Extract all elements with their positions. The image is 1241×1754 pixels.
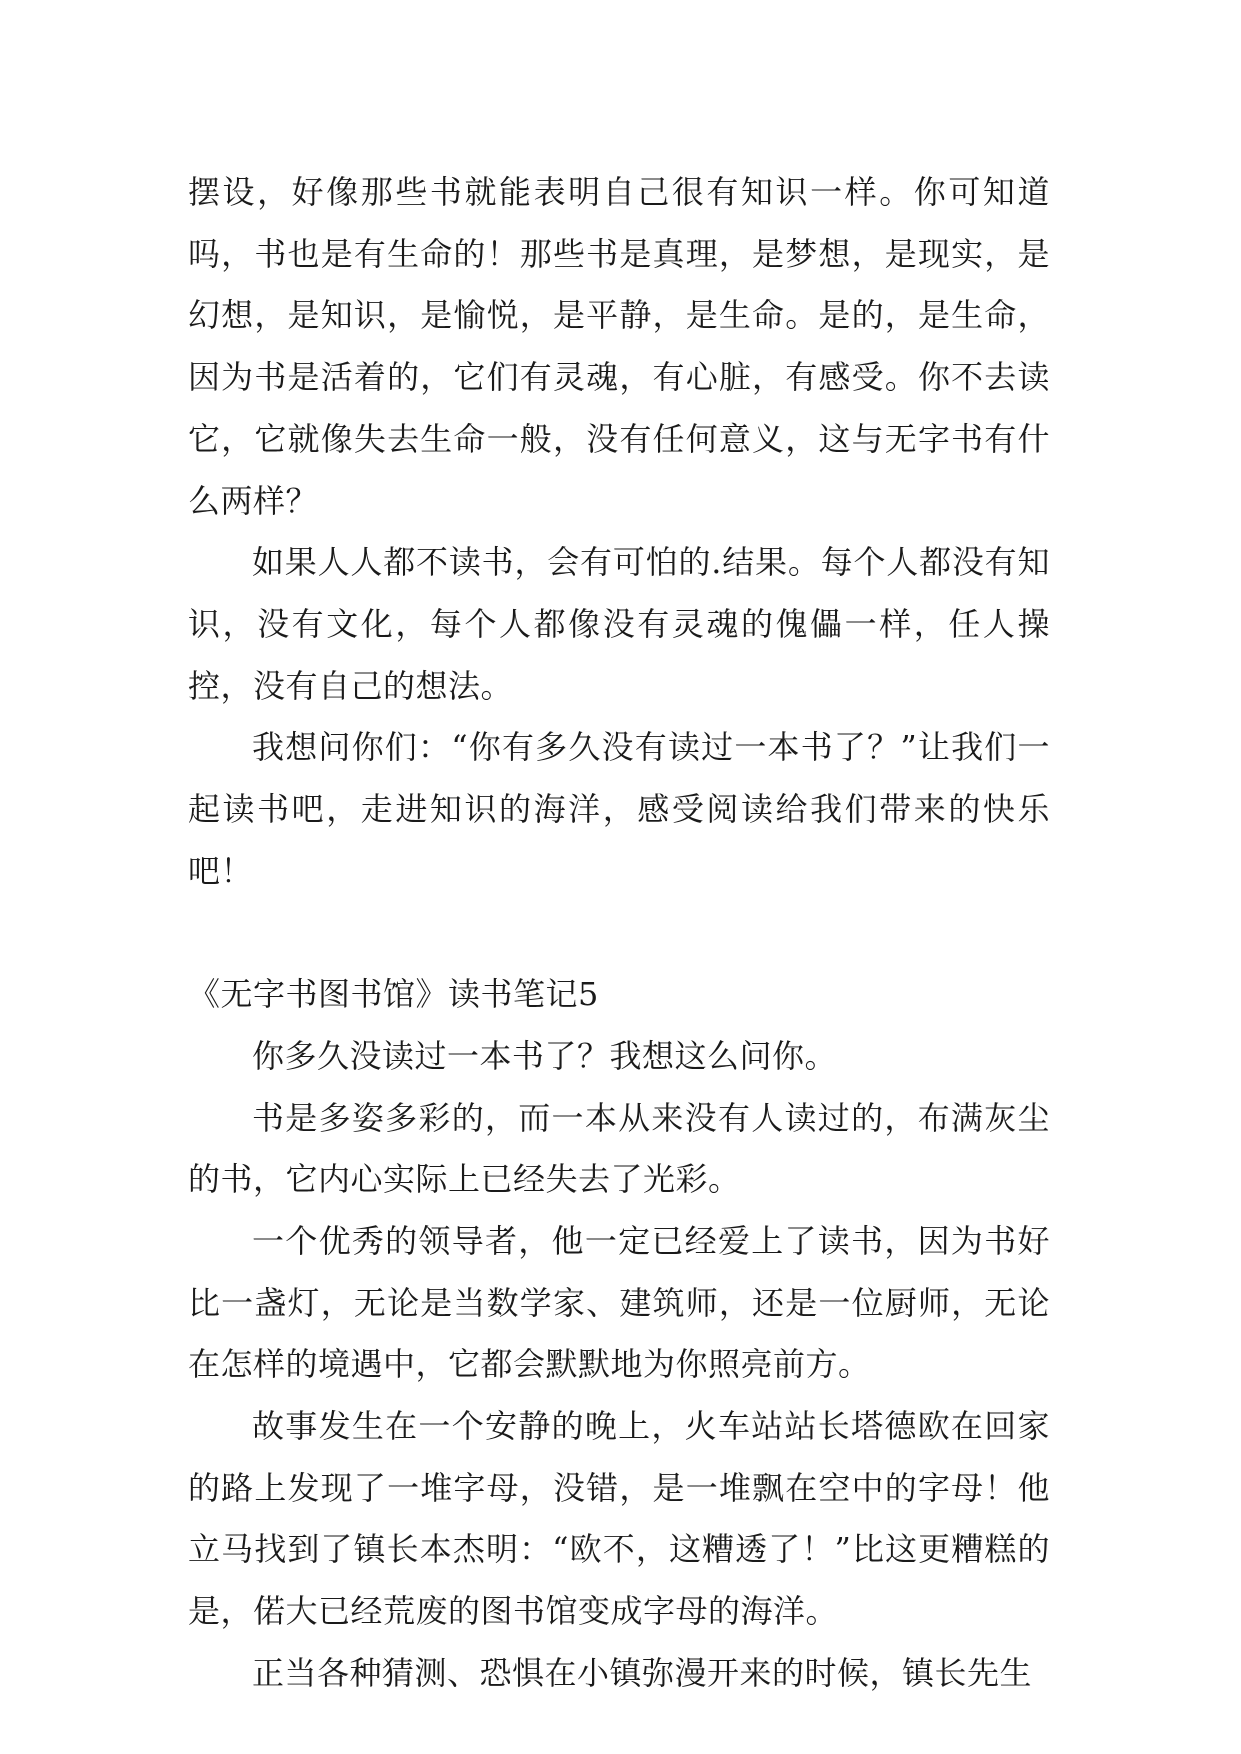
- section-spacer: [188, 902, 1050, 964]
- continuation-paragraph-1: 摆设，好像那些书就能表明自己很有知识一样。你可知道吗，书也是有生命的！那些书是真理，是梦想，是现实，是幻想，是知识，是愉悦，是平静，是生命。是的，是生命，因为书是活着的，它们有灵魂，有心脏，有感受。你不去读它，它就像失去生命一般，没有任何意义，这与无字书有什么两样？: [188, 173, 1050, 520]
- section-paragraph-1: 你多久没读过一本书了？我想这么问你。: [252, 1036, 838, 1075]
- section-paragraph-3: 一个优秀的领导者，他一定已经爱上了读书，因为书好比一盏灯，无论是当数学家、建筑师，还是一位厨师，无论在怎样的境遇中，它都会默默地为你照亮前方。: [188, 1221, 1050, 1384]
- section-paragraph-4: 故事发生在一个安静的晚上，火车站站长塔德欧在回家的路上发现了一堆字母，没错，是一堆飘在空中的字母！他立马找到了镇长本杰明：“欧不，这糟透了！”比这更糟糕的是，偌大已经荒废的图书馆变成字母的海洋。: [188, 1407, 1050, 1631]
- document-body: [188, 162, 1050, 1705]
- continuation-paragraph-2: 如果人人都不读书，会有可怕的.结果。每个人都没有知识，没有文化，每个人都像没有灵魂的傀儡一样，任人操控，没有自己的想法。: [188, 543, 1050, 705]
- section-paragraph-2: 书是多姿多彩的，而一本从来没有人读过的，布满灰尘的书，它内心实际上已经失去了光彩。: [188, 1098, 1050, 1199]
- section-paragraph-5: 正当各种猜测、恐惧在小镇弥漫开来的时候，镇长先生: [252, 1653, 1033, 1692]
- section-heading: 《无字书图书馆》读书笔记5: [188, 975, 599, 1014]
- continuation-paragraph-3: 我想问你们：“你有多久没有读过一本书了？”让我们一起读书吧，走进知识的海洋，感受阅读给我们带来的快乐吧！: [188, 728, 1050, 890]
